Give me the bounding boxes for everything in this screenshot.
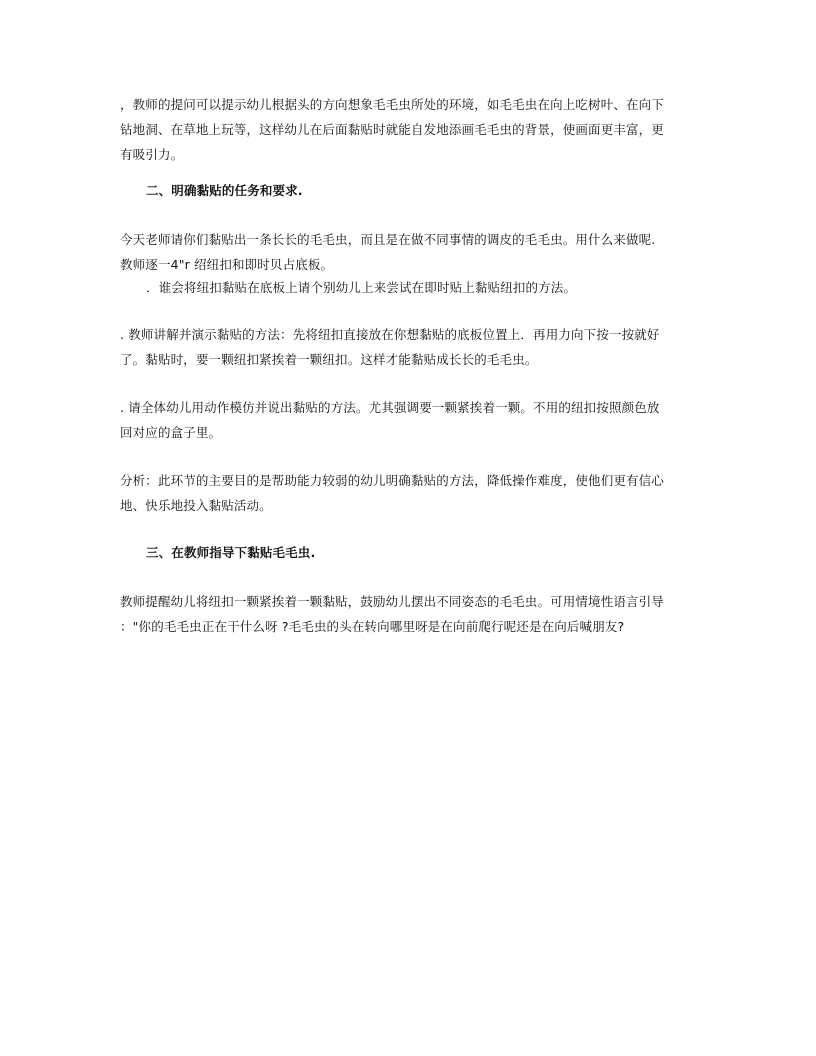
paragraph-line: ，教师的提问可以提示幼儿根据头的方向想象毛毛虫所处的环境，如毛毛虫在向上吃树叶、在向下 [120,97,664,112]
paragraph-line: . 教师讲解并演示黏贴的方法：先将纽扣直接放在你想黏贴的底板位置上．再用力向下按一按就好 [120,327,660,342]
paragraph-line: 教师提醒幼儿将纽扣一颗紧挨着一颗黏贴，鼓励幼儿摆出不同姿态的毛毛虫。可用情境性语言引导 [120,594,664,609]
analysis-line: 分析：此环节的主要目的是帮助能力较弱的幼儿明确黏贴的方法，降低操作难度，使他们更有信心 [120,473,664,488]
paragraph-line: 有吸引力。 [120,147,184,162]
analysis-line: 地、快乐地投入黏贴活动。 [120,498,272,513]
paragraph-line: 今天老师请你们黏贴出一条长长的毛毛虫，而且是在做不同事情的调皮的毛毛虫。用什么来做呢. [120,232,656,247]
paragraph-line: 回对应的盒子里。 [120,425,222,440]
paragraph-line: . 请全体幼儿用动作模仿并说出黏贴的方法。尤其强调要一颗紧挨着一颗。不用的纽扣按照颜色放 [120,400,660,415]
bullet-line: ．谁会将纽扣黏贴在底板上请个别幼儿上来尝试在即时贴上黏贴纽扣的方法。 [146,280,577,295]
section-heading-2: 二、明确黏贴的任务和要求. [146,183,303,198]
paragraph-line: 钻地洞、在草地上玩等，这样幼儿在后面黏贴时就能自发地添画毛毛虫的背景，使画面更丰富，更 [120,122,664,137]
paragraph-line: 了。黏贴时，要一颗纽扣紧挨着一颗纽扣。这样才能黏贴成长长的毛毛虫。 [120,352,538,367]
paragraph-line: ："你的毛毛虫正在干什么呀 ?毛毛虫的头在转向哪里呀是在向前爬行呢还是在向后喊朋友? [120,619,625,634]
section-heading-3: 三、在教师指导下黏贴毛毛虫. [146,545,316,560]
paragraph-line: 教师逐一4"r 绍纽扣和即时贝占底板。 [120,257,334,272]
